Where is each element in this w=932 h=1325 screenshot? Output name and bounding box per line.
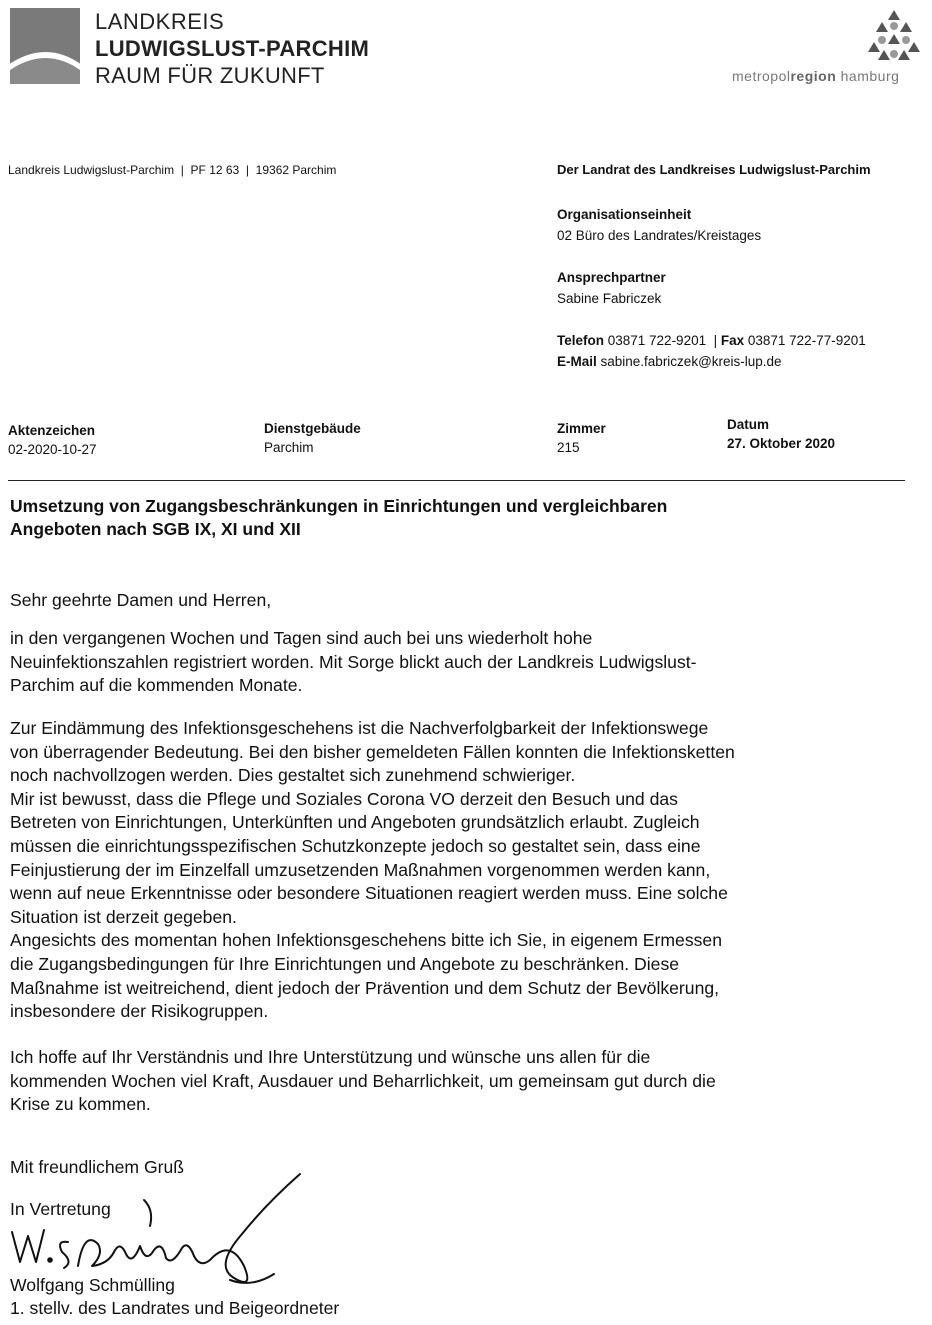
partner-label: Ansprechpartner (557, 270, 666, 285)
paragraph-2 (10, 717, 890, 1024)
datum-value: 27. Oktober 2020 (727, 436, 836, 451)
signer-title: 1. stellv. des Landrates und Beigeordneter (10, 1298, 340, 1318)
text-line: die Zugangsbedingungen für Ihre Einrichtungen und Angebote zu beschränken. Diese (10, 953, 680, 974)
landkreis-logo-icon (8, 6, 82, 86)
fax-label: Fax (720, 333, 745, 348)
text-line: Angesichts des momentan hohen Infektionsgeschehens bitte ich Sie, in eigenem Ermessen (10, 930, 722, 951)
representation-note: In Vertretung (10, 1199, 111, 1219)
email-label: E-Mail (557, 354, 597, 369)
landrat-heading: Der Landrat des Landkreises Ludwigslust-Parchim (557, 162, 871, 177)
closing: Mit freundlichem Gruß (10, 1157, 185, 1177)
landkreis-logo-text (95, 8, 369, 89)
org-label: Organisationseinheit (557, 207, 692, 222)
paragraph-1 (10, 627, 890, 698)
text-line: insbesondere der Risikogruppen. (10, 1001, 269, 1022)
partner-block (557, 267, 666, 309)
metropolregion-logo-text (732, 68, 899, 84)
text-line: von überragender Bedeutung. Bei den bisher gemeldeten Fällen konnten die Infektionsketten (10, 741, 735, 762)
text-line: müssen die einrichtungsspezifischen Schutzkonzepte jedoch so gestaltet sein, dass eine (10, 835, 701, 856)
subject-line-1: Umsetzung von Zugangsbeschränkungen in Einrichtungen und vergleichbaren (10, 496, 668, 516)
dienstgebaeude-label: Dienstgebäude (264, 421, 361, 436)
datum-label: Datum (727, 417, 770, 432)
text-line: Mir ist bewusst, dass die Pflege und Soziales Corona VO derzeit den Besuch und das (10, 788, 678, 809)
text-line: Feinjustierung der im Einzelfall umzusetzenden Maßnahmen vorgenommen werden kann, (10, 859, 711, 880)
dienstgebaeude-value: Parchim (264, 440, 314, 455)
metro-bold: region (790, 68, 837, 84)
text-line: Betreten von Einrichtungen, Unterkünften und Angeboten grundsätzlich erlaubt. Zugleich (10, 812, 700, 833)
text-line: Krise zu kommen. (10, 1094, 151, 1115)
divider-rule (8, 480, 905, 481)
paragraph-3 (10, 1046, 890, 1117)
text-line: Maßnahme ist weitreichend, dient jedoch der Prävention und dem Schutz der Bevölkerung, (10, 977, 720, 998)
dienstgebaeude-field (264, 421, 361, 455)
signer-name: Wolfgang Schmülling (10, 1275, 175, 1295)
subject-heading (10, 495, 890, 541)
salutation: Sehr geehrte Damen und Herren, (10, 590, 272, 610)
metro-suffix: hamburg (836, 68, 900, 84)
phone-fax-block (557, 330, 866, 372)
zimmer-field (557, 421, 606, 455)
zimmer-value: 215 (557, 440, 580, 455)
text-line: Parchim auf die kommenden Monate. (10, 675, 303, 696)
metropolregion-logo-icon (866, 8, 922, 64)
email-link[interactable]: sabine.fabriczek@kreis-lup.de (596, 354, 782, 369)
aktenzeichen-field (8, 423, 97, 457)
aktenzeichen-label: Aktenzeichen (8, 423, 96, 438)
text-line: Situation ist derzeit gegeben. (10, 906, 237, 927)
logo-line-3: RAUM FÜR ZUKUNFT (95, 63, 325, 88)
phone-label: Telefon (557, 333, 604, 348)
org-block (557, 204, 761, 246)
text-line: noch nachvollzogen werden. Dies gestaltet sich zunehmend schwieriger. (10, 765, 576, 786)
logo-line-1: LANDKREIS (95, 9, 225, 34)
text-line: in den vergangenen Wochen und Tagen sind auch bei uns wiederholt hohe (10, 628, 593, 648)
phone-value: 03871 722-9201 | (604, 333, 721, 348)
text-line: Neuinfektionszahlen registriert worden. Mit Sorge blickt auch der Landkreis Ludwigslust- (10, 651, 697, 672)
org-value: 02 Büro des Landrates/Kreistages (557, 228, 762, 243)
metro-prefix: metropol (732, 68, 791, 84)
subject-line-2: Angeboten nach SGB IX, XI und XII (10, 519, 301, 539)
text-line: Zur Eindämmung des Infektionsgeschehens ist die Nachverfolgbarkeit der Infektionswege (10, 718, 709, 738)
zimmer-label: Zimmer (557, 421, 606, 436)
datum-field (727, 417, 835, 451)
text-line: kommenden Wochen viel Kraft, Ausdauer und Beharrlichkeit, um gemeinsam gut durch die (10, 1070, 716, 1091)
text-line: Ich hoffe auf Ihr Verständnis und Ihre Unterstützung und wünsche uns allen für die (10, 1047, 651, 1067)
sender-address-line: Landkreis Ludwigslust-Parchim | PF 12 63 | 19362 Parchim (8, 163, 337, 177)
aktenzeichen-value: 02-2020-10-27 (8, 442, 97, 457)
logo-line-2: LUDWIGSLUST-PARCHIM (95, 36, 370, 61)
fax-value: 03871 722-77-9201 (744, 333, 866, 348)
text-line: wenn auf neue Erkenntnisse oder besondere Situationen reagiert werden muss. Eine solche (10, 883, 728, 904)
partner-value: Sabine Fabriczek (557, 291, 662, 306)
